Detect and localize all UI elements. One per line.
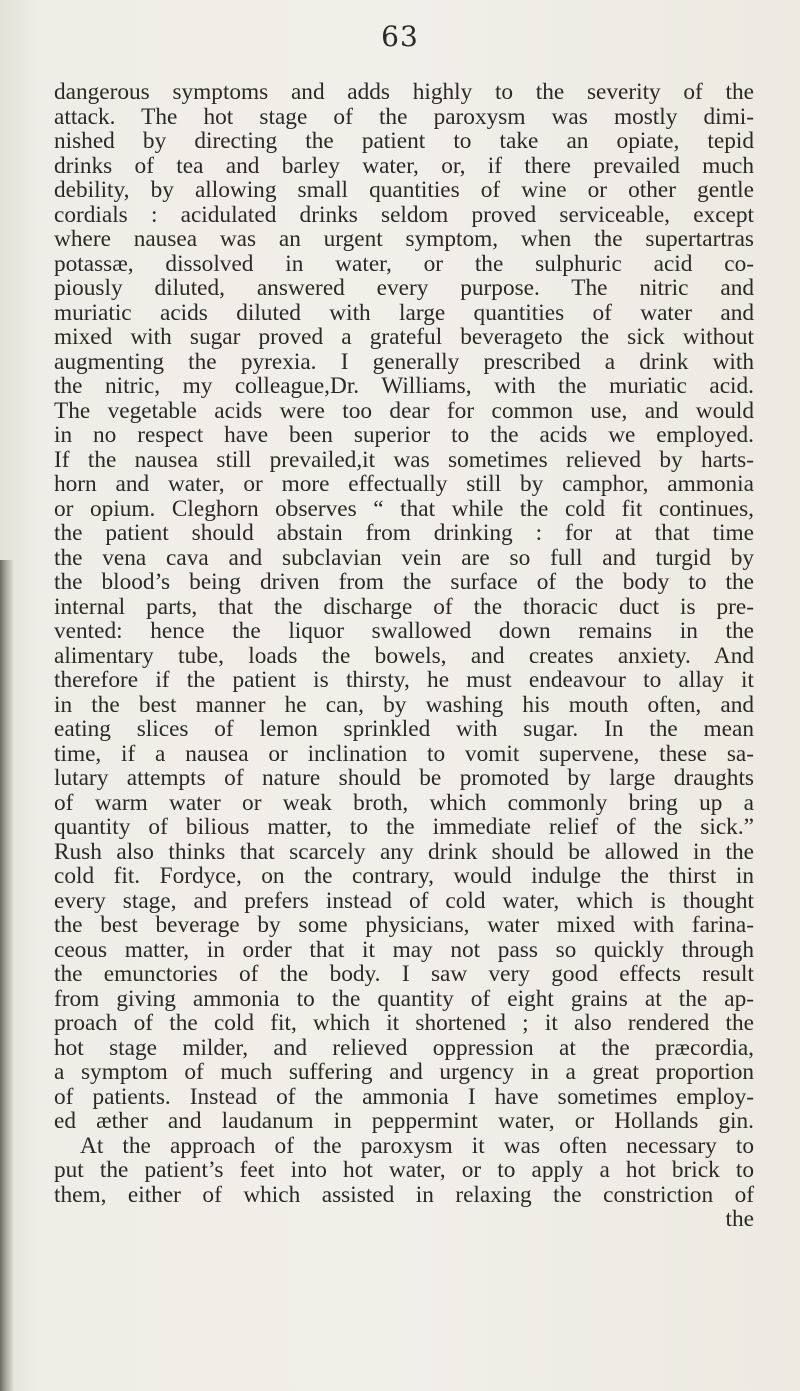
catchword: the: [725, 1206, 754, 1232]
text-line: cold fit. Fordyce, on the contrary, would indulge the thirst in: [54, 863, 754, 889]
text-line: attack. The hot stage of the paroxysm was mostly dimi-: [54, 103, 754, 130]
text-line: ceous matter, in order that it may not pass so quickly through: [54, 936, 754, 963]
text-line paragraph-start: At the approach of the paroxysm it was often necessary to: [80, 1132, 754, 1159]
text-line: If the nausea still prevailed,it was sometimes relieved by harts-: [54, 446, 754, 473]
text-line: the emunctories of the body. I saw very good effects result: [54, 961, 754, 987]
text-line: horn and water, or more effectually still by camphor, ammonia: [54, 471, 754, 497]
page-number: 63: [381, 20, 419, 53]
text-line: nished by directing the patient to take an opiate, tepid: [54, 128, 754, 154]
text-line: vented: hence the liquor swallowed down remains in the: [54, 618, 754, 644]
text-line: The vegetable acids were too dear for common use, and would: [54, 397, 754, 424]
text-line: the nitric, my colleague,Dr. Williams, with the muriatic acid.: [54, 373, 754, 399]
text-line: in the best manner he can, by washing his mouth often, and: [54, 691, 754, 718]
text-line: proach of the cold fit, which it shortened ; it also rendered the: [54, 1010, 754, 1036]
text-line: lutary attempts of nature should be promoted by large draughts: [54, 765, 754, 791]
text-line: the best beverage by some physicians, water mixed with farina-: [54, 912, 754, 938]
text-line: every stage, and prefers instead of cold water, which is thought: [54, 887, 754, 914]
text-line: put the patient’s feet into hot water, or to apply a hot brick to: [54, 1157, 754, 1183]
text-line: ed æther and laudanum in peppermint water, or Hollands gin.: [54, 1108, 754, 1134]
text-line: drinks of tea and barley water, or, if there prevailed much: [54, 152, 754, 179]
text-line: the blood’s being driven from the surface of the body to the: [54, 569, 754, 595]
text-line: the patient should abstain from drinking : for at that time: [54, 520, 754, 546]
text-line: mixed with sugar proved a grateful beverageto the sick without: [54, 324, 754, 350]
text-line: in no respect have been superior to the acids we employed.: [54, 422, 754, 448]
text-line: the vena cava and subclavian vein are so full and turgid by: [54, 544, 754, 571]
page-gutter-shadow: [0, 560, 14, 1391]
text-line: quantity of bilious matter, to the immediate relief of the sick.”: [54, 814, 754, 840]
text-line: muriatic acids diluted with large quantities of water and: [54, 299, 754, 326]
text-line: Rush also thinks that scarcely any drink should be allowed in the: [54, 838, 754, 865]
text-line: piously diluted, answered every purpose. The nitric and: [54, 275, 754, 301]
text-line: alimentary tube, loads the bowels, and creates anxiety. And: [54, 642, 754, 669]
text-line: time, if a nausea or inclination to vomit supervene, these sa-: [54, 740, 754, 767]
text-line: a symptom of much suffering and urgency in a great proportion: [54, 1059, 754, 1085]
text-line: of warm water or weak broth, which commonly bring up a: [54, 789, 754, 816]
text-line: cordials : acidulated drinks seldom proved serviceable, except: [54, 201, 754, 228]
text-line: eating slices of lemon sprinkled with sugar. In the mean: [54, 716, 754, 742]
text-line: augmenting the pyrexia. I generally prescribed a drink with: [54, 348, 754, 375]
text-line: potassæ, dissolved in water, or the sulphuric acid co-: [54, 250, 754, 277]
text-line: of patients. Instead of the ammonia I have sometimes employ-: [54, 1083, 754, 1110]
text-line: internal parts, that the discharge of the thoracic duct is pre-: [54, 593, 754, 620]
text-line: them, either of which assisted in relaxing the constriction of: [54, 1181, 754, 1208]
text-line: where nausea was an urgent symptom, when the supertartras: [54, 226, 754, 252]
text-line: debility, by allowing small quantities of wine or other gentle: [54, 177, 754, 203]
text-line: or opium. Cleghorn observes “ that while the cold fit continues,: [54, 495, 754, 522]
text-line: dangerous symptoms and adds highly to the severity of the: [54, 79, 754, 105]
text-line: hot stage milder, and relieved oppression at the præcordia,: [54, 1034, 754, 1061]
text-line: from giving ammonia to the quantity of eight grains at the ap-: [54, 985, 754, 1012]
body-text: [54, 80, 754, 1232]
text-line: therefore if the patient is thirsty, he must endeavour to allay it: [54, 667, 754, 693]
